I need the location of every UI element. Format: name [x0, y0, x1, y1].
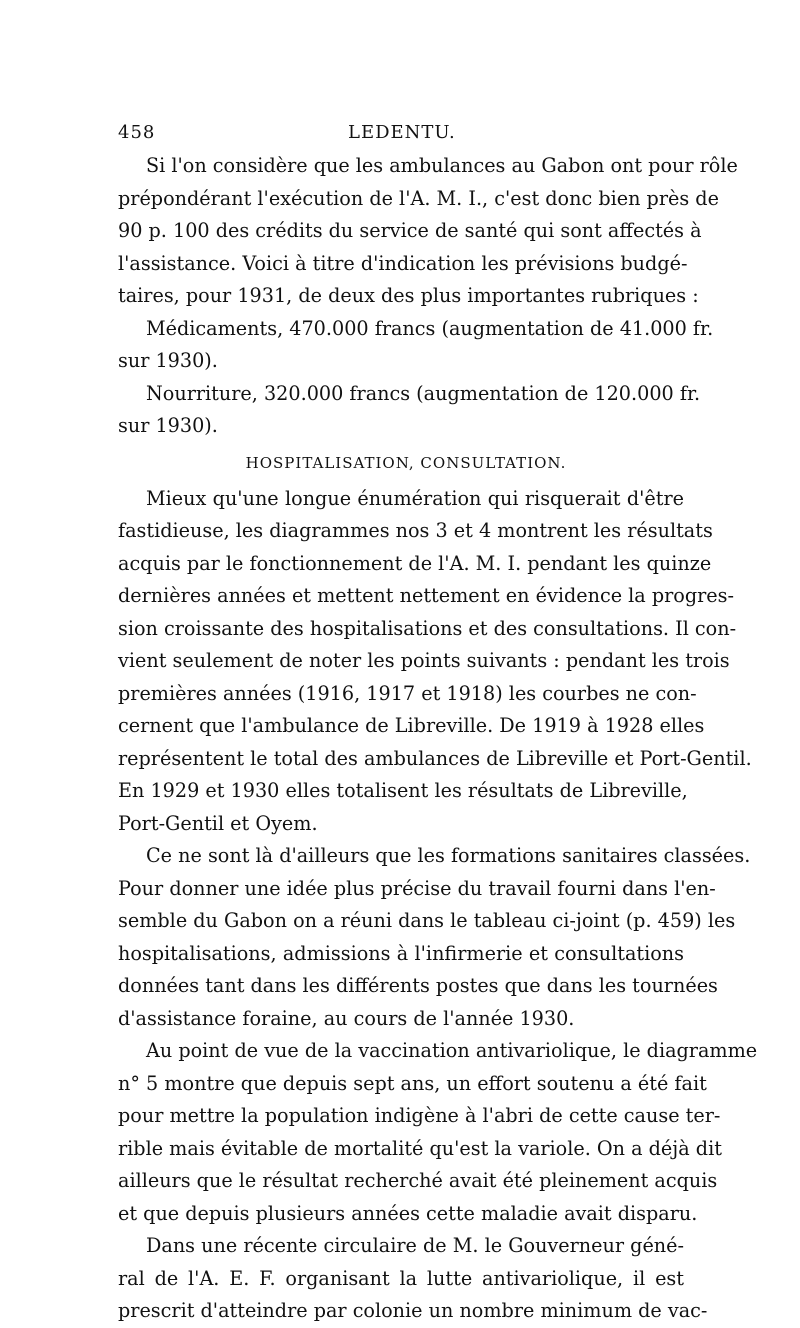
text-line: Pour donner une idée plus précise du travail fourni dans l'en-: [118, 876, 716, 900]
text-line: Nourriture, 320.000 francs (augmentation de 120.000 fr.: [146, 381, 701, 405]
text-line: vient seulement de noter les points suivants : pendant les trois: [118, 649, 730, 672]
text-line: Ce ne sont là d'ailleurs que les formations sanitaires classées.: [146, 844, 751, 867]
text-line: hospitalisations, admissions à l'infirmerie et consultations: [118, 941, 684, 965]
section-heading: HOSPITALISATION, CONSULTATION.: [245, 453, 567, 472]
text-line: cernent que l'ambulance de Libreville. De 1919 à 1928 elles: [118, 714, 705, 737]
text-line: En 1929 et 1930 elles totalisent les résultats de Libreville,: [118, 779, 688, 802]
text-line: taires, pour 1931, de deux des plus importantes rubriques :: [118, 284, 699, 307]
text-line: Si l'on considère que les ambulances au Gabon ont pour rôle: [146, 154, 738, 177]
text-line: d'assistance foraine, au cours de l'année 1930.: [118, 1006, 575, 1030]
text-line: prescrit d'atteindre par colonie un nombre minimum de vac-: [118, 1299, 708, 1322]
text-line: dernières années et mettent nettement en évidence la progres-: [118, 584, 734, 607]
text-line: fastidieuse, les diagrammes nos 3 et 4 montrent les résultats: [118, 519, 713, 542]
text-line: sur 1930).: [118, 349, 218, 372]
text-line: 90 p. 100 des crédits du service de santé qui sont affectés à: [118, 219, 702, 242]
running-head: [118, 118, 684, 148]
text-line: n° 5 montre que depuis sept ans, un effort soutenu a été fait: [118, 1071, 707, 1095]
text-line: acquis par le fonctionnement de l'A. M. I. pendant les quinze: [118, 551, 712, 575]
body-text: [118, 150, 758, 1328]
text-line: premières années (1916, 1917 et 1918) les courbes ne con-: [118, 681, 697, 705]
text-line: l'assistance. Voici à titre d'indication les prévisions budgé-: [118, 251, 688, 275]
text-line: et que depuis plusieurs années cette maladie avait disparu.: [118, 1201, 698, 1225]
text-line: prépondérant l'exécution de l'A. M. I., c'est donc bien près de: [118, 186, 719, 210]
text-line: semble du Gabon on a réuni dans le tableau ci-joint (p. 459) les: [118, 909, 736, 932]
text-line: sur 1930).: [118, 414, 218, 437]
text-line: représentent le total des ambulances de Libreville et Port-Gentil.: [118, 746, 752, 770]
text-line: Au point de vue de la vaccination antivariolique, le diagramme: [146, 1039, 758, 1062]
text-line: sion croissante des hospitalisations et des consultations. Il con-: [118, 616, 737, 640]
text-line: Mieux qu'une longue énumération qui risquerait d'être: [146, 486, 684, 510]
page-number: 458: [118, 122, 156, 143]
text-line: données tant dans les différents postes que dans les tournées: [118, 974, 718, 997]
text-line: Port-Gentil et Oyem.: [118, 811, 318, 835]
text-line: ailleurs que le résultat recherché avait été pleinement acquis: [118, 1169, 718, 1192]
text-line: rible mais évitable de mortalité qu'est la variole. On a déjà dit: [118, 1136, 722, 1160]
text-line: Médicaments, 470.000 francs (augmentation de 41.000 fr.: [146, 316, 714, 340]
text-line: Dans une récente circulaire de M. le Gouverneur géné-: [146, 1234, 684, 1257]
text-line: ral de l'A. E. F. organisant la lutte antivariolique, il est: [118, 1266, 684, 1290]
running-title: LEDENTU.: [348, 122, 456, 143]
text-line: pour mettre la population indigène à l'abri de cette cause ter-: [118, 1104, 721, 1127]
